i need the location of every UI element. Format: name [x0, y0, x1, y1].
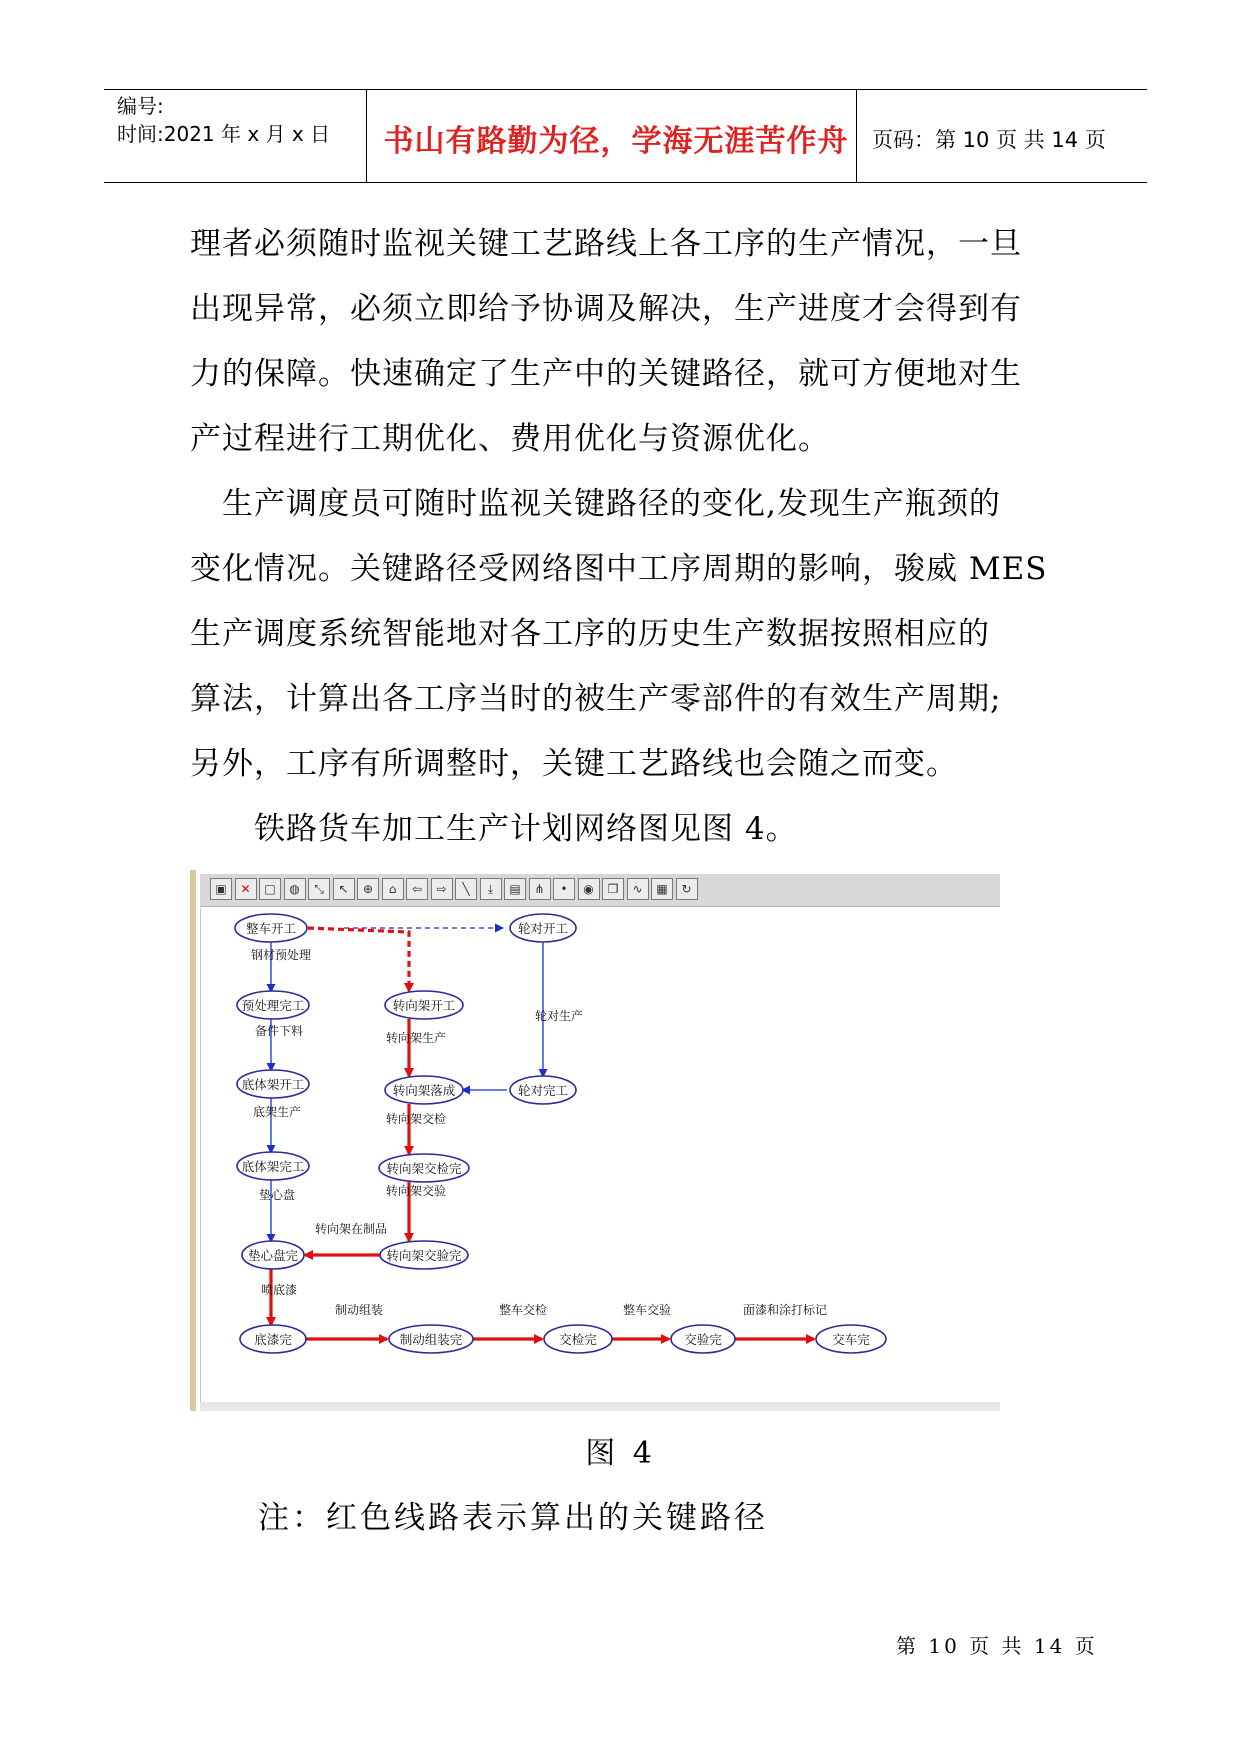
- home-icon[interactable]: ⌂: [382, 878, 404, 900]
- refresh-icon[interactable]: ↻: [676, 878, 698, 900]
- node-diqi-wan[interactable]: [240, 1325, 306, 1353]
- edge-label-beijian-xialiao: 备件下料: [254, 1024, 304, 1038]
- edge-label-dianxinpan: 垫心盘: [258, 1188, 296, 1202]
- dot-icon[interactable]: •: [553, 878, 575, 900]
- node-label: 制动组装完: [399, 1332, 463, 1347]
- paragraph-line: 算法，计算出各工序当时的被生产零部件的有效生产周期;: [190, 681, 1002, 717]
- save-icon[interactable]: ▣: [210, 878, 232, 900]
- layers-icon[interactable]: ❐: [602, 878, 624, 900]
- node-label: 交检完: [559, 1332, 597, 1347]
- node-ditijia-wangong[interactable]: [237, 1152, 309, 1180]
- diagram-toolbar: [200, 874, 1000, 907]
- paragraph-3: [190, 797, 1070, 862]
- header-motto: 书山有路勤为径，学海无涯苦作舟: [383, 124, 849, 159]
- node-zhuanxiangjia-kaigong[interactable]: [385, 991, 463, 1019]
- export-icon[interactable]: ⤓: [480, 878, 502, 900]
- paragraph-line: 变化情况。关键路径受网络图中工序周期的影响，骏威 MES: [190, 551, 1048, 587]
- node-zhuanxiangjia-jiaoyanwan[interactable]: [380, 1241, 468, 1269]
- node-label: 底体架完工: [241, 1159, 305, 1174]
- node-label: 整车开工: [245, 921, 297, 936]
- line-icon[interactable]: ╲: [455, 878, 477, 900]
- node-zhuanxiangjia-luocheng[interactable]: [385, 1076, 463, 1104]
- target-icon[interactable]: ◉: [578, 878, 600, 900]
- window-icon[interactable]: □: [259, 878, 281, 900]
- diagram-svg: [201, 908, 1001, 1411]
- figure-left-edge: [190, 870, 196, 1411]
- node-label: 底体架开工: [241, 1077, 305, 1092]
- diagram-canvas: [200, 908, 1001, 1411]
- node-jiaojian-wan[interactable]: [544, 1325, 612, 1353]
- figure-caption: 图 4: [585, 1436, 656, 1471]
- header-top-rule: [104, 89, 1147, 90]
- crosshair-icon[interactable]: ⊕: [357, 878, 379, 900]
- node-label: 轮对开工: [517, 921, 569, 936]
- node-yuchuli-wangong[interactable]: [237, 991, 309, 1019]
- edge-label-zhuanxiangjia-shengchan: 转向架生产: [385, 1031, 447, 1045]
- node-ditijia-kaigong[interactable]: [237, 1070, 309, 1098]
- paragraph-line: 理者必须随时监视关键工艺路线上各工序的生产情况，一旦: [190, 226, 1022, 262]
- node-lundui-kaigong[interactable]: [510, 914, 576, 942]
- arrow-right-icon[interactable]: ⇨: [431, 878, 453, 900]
- node-label: 底漆完: [254, 1332, 292, 1347]
- network-icon[interactable]: ⋔: [529, 878, 551, 900]
- globe-icon[interactable]: ◍: [284, 878, 306, 900]
- arrow-left-icon[interactable]: ⇦: [406, 878, 428, 900]
- node-zhuanxiangjia-jiaojianwan[interactable]: [379, 1154, 469, 1182]
- node-label: 轮对完工: [517, 1083, 569, 1098]
- node-dianxinpan-wan[interactable]: [242, 1241, 304, 1269]
- edge-label-mianqi-tubiaoji: 面漆和涂打标记: [742, 1303, 828, 1317]
- connect-icon[interactable]: ⤡: [308, 878, 330, 900]
- paragraph-line: 出现异常，必须立即给予协调及解决，生产进度才会得到有: [190, 291, 1022, 327]
- figure-bottom-scrollbar: [200, 1402, 1000, 1411]
- node-label: 交验完: [684, 1332, 722, 1347]
- node-jiaoche-wan[interactable]: [816, 1325, 886, 1353]
- header-bottom-rule: [104, 182, 1147, 183]
- node-label: 交车完: [832, 1332, 870, 1347]
- paragraph-line: 生产调度系统智能地对各工序的历史生产数据按照相应的: [190, 616, 990, 652]
- node-zhidong-zuzhuang-wan[interactable]: [389, 1325, 473, 1353]
- node-label: 垫心盘完: [247, 1248, 299, 1263]
- network-diagram-figure: [190, 870, 1000, 1411]
- edge-label-gangcai-yuchuli: 钢材预处理: [250, 948, 312, 962]
- node-label: 预处理完工: [241, 998, 305, 1013]
- node-lundui-wangong[interactable]: [510, 1076, 576, 1104]
- node-label: 转向架落成: [392, 1083, 456, 1098]
- edge-label-zhuanxiangjia-jiaoyan: 转向架交验: [385, 1184, 447, 1198]
- pointer-icon[interactable]: ↖: [333, 878, 355, 900]
- paragraph-line: 产过程进行工期优化、费用优化与资源优化。: [190, 421, 830, 457]
- paragraph-line: 生产调度员可随时监视关键路径的变化,发现生产瓶颈的: [190, 486, 1001, 522]
- edge-label-dijia-shengchan: 底架生产: [252, 1105, 302, 1119]
- paragraph-line: 铁路货车加工生产计划网络图见图 4。: [190, 811, 798, 847]
- edge-label-zhuanxiangjia-jiaojian: 转向架交检: [385, 1112, 447, 1126]
- edge-label-penqi: 喷底漆: [260, 1283, 298, 1297]
- edge-label-lundui-shengchan: 轮对生产: [534, 1009, 584, 1023]
- page-footer: 第 10 页 共 14 页: [896, 1634, 1098, 1658]
- node-label: 转向架开工: [392, 998, 456, 1013]
- clipboard-icon[interactable]: ▤: [504, 878, 526, 900]
- close-icon[interactable]: ✕: [235, 878, 257, 900]
- node-label: 转向架交检完: [386, 1161, 462, 1176]
- header-page-info: 页码：第 10 页 共 14 页: [872, 128, 1106, 152]
- node-jiaoyan-wan[interactable]: [671, 1325, 735, 1353]
- header-time-label: 时间:2021 年 x 月 x 日: [117, 122, 331, 146]
- curve-icon[interactable]: ∿: [627, 878, 649, 900]
- edge-label-zhengche-jiaojian: 整车交检: [498, 1303, 548, 1317]
- paragraph-line: 力的保障。快速确定了生产中的关键路径，就可方便地对生: [190, 356, 1022, 392]
- figure-note: 注：红色线路表示算出的关键路径: [258, 1500, 768, 1536]
- header-divider-left: [366, 89, 367, 183]
- paragraph-line: 另外，工序有所调整时，关键工艺路线也会随之而变。: [190, 746, 958, 782]
- paragraph-1: [190, 212, 1070, 472]
- edge-label-zhuanxiangjia-zaizhipin: 转向架在制品: [314, 1222, 388, 1236]
- edge-label-zhengche-jiaoyan: 整车交验: [622, 1303, 672, 1317]
- paragraph-2: [190, 472, 1070, 797]
- node-zhengche-kaigong[interactable]: [235, 914, 307, 942]
- node-label: 转向架交验完: [386, 1248, 462, 1263]
- edge-zhengche-zhuanxiangjia: [308, 928, 409, 991]
- edge-label-zhidong-zuzhuang: 制动组装: [334, 1303, 384, 1317]
- header-meta: [117, 92, 330, 148]
- header-number-label: 编号:: [117, 94, 164, 118]
- grid-icon[interactable]: ▦: [651, 878, 673, 900]
